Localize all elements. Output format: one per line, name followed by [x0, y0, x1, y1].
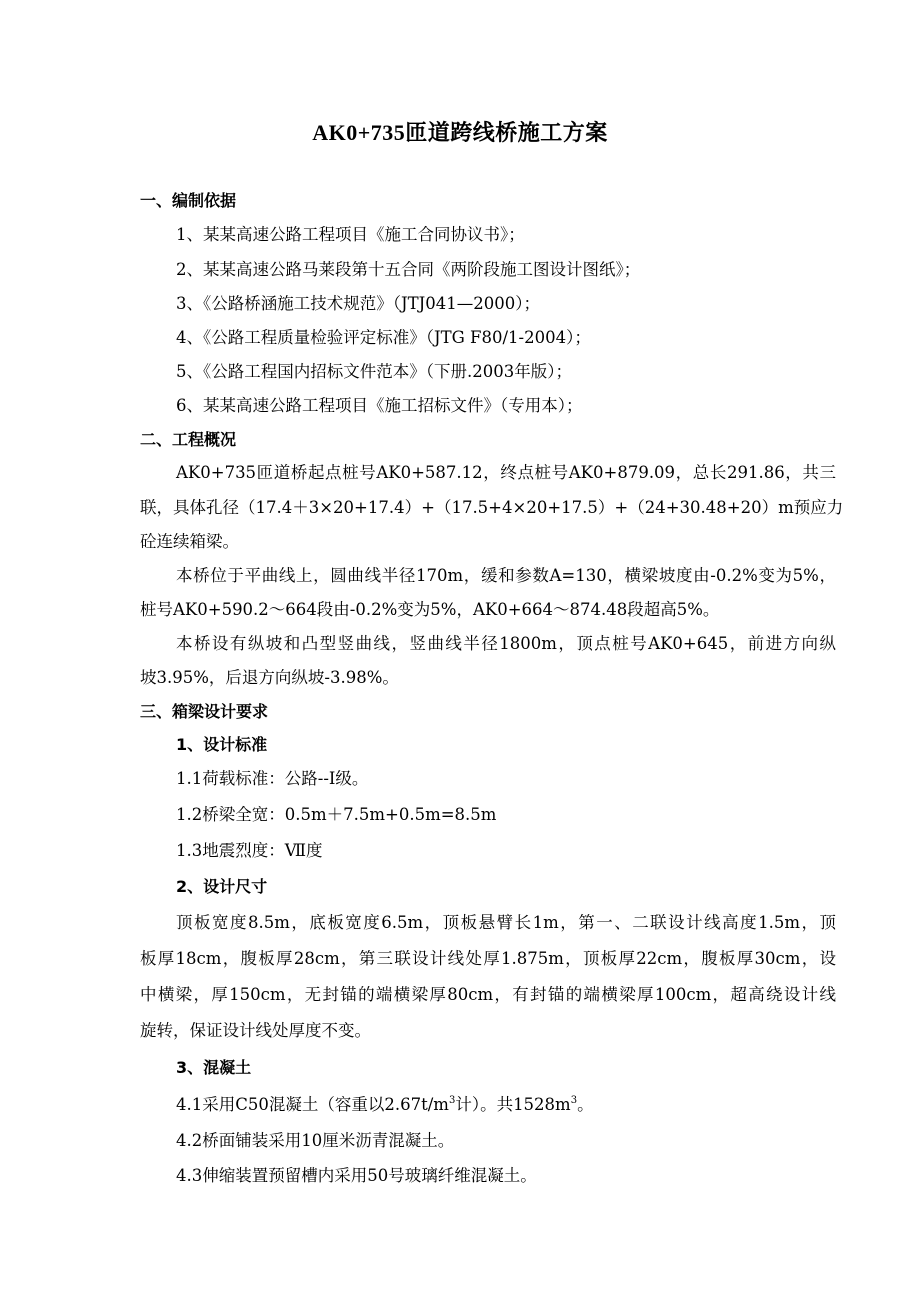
section-heading-overview: 二、工程概况 [140, 430, 237, 449]
text-segment: 计）。共1528m [455, 1095, 571, 1114]
paragraph-line: 联，具体孔径（17.4＋3×20+17.4）+（17.5+4×20+17.5）+（24+30.48+20）m预应力 [140, 498, 844, 517]
list-item: 1.1荷载标准：公路--Ⅰ级。 [176, 769, 369, 788]
subsection-heading-standard: 1、设计标准 [176, 735, 268, 754]
list-item: 4.3伸缩装置预留槽内采用50号玻璃纤维混凝土。 [176, 1166, 537, 1185]
paragraph-line: 中横梁，厚150cm，无封锚的端横梁厚80cm，有封锚的端横梁厚100cm，超高绕设计线 [140, 985, 836, 1004]
list-item: 4、《公路工程质量检验评定标准》（JTG F80/1-2004）； [176, 328, 591, 347]
subsection-heading-concrete: 3、混凝土 [176, 1058, 252, 1077]
paragraph-line: 桩号AK0+590.2～664段由-0.2%变为5%，AK0+664～874.48段超高5%。 [140, 600, 720, 619]
document-title: AK0+735匝道跨线桥施工方案 [312, 120, 608, 145]
subsection-heading-dimensions: 2、设计尺寸 [176, 877, 268, 896]
section-heading-design: 三、箱梁设计要求 [140, 702, 269, 721]
section-heading-basis: 一、编制依据 [140, 191, 237, 210]
list-item: 4.2桥面铺装采用10厘米沥青混凝土。 [176, 1131, 455, 1150]
text-segment: 4.1采用C50混凝土（容重以2.67t/m [176, 1095, 449, 1114]
paragraph-line: 本桥位于平曲线上，圆曲线半径170m，缓和参数A=130，横梁坡度由-0.2%变为5%， [176, 566, 836, 585]
list-item: 6、某某高速公路工程项目《施工招标文件》（专用本）； [176, 396, 583, 415]
list-item: 1.3地震烈度：Ⅶ度 [176, 841, 323, 860]
superscript: 3 [448, 1095, 456, 1106]
text-segment: 。 [577, 1095, 594, 1114]
paragraph-line: AK0+735匝道桥起点桩号AK0+587.12，终点桩号AK0+879.09，总长291.86，共三 [176, 463, 836, 482]
list-item-concrete-grade [176, 1094, 594, 1116]
list-item: 2、某某高速公路马莱段第十五合同《两阶段施工图设计图纸》； [176, 260, 641, 279]
list-item: 3、《公路桥涵施工技术规范》（JTJ041—2000）； [176, 294, 540, 313]
paragraph-line: 旋转，保证设计线处厚度不变。 [140, 1021, 371, 1040]
list-item: 1.2桥梁全宽：0.5m＋7.5m+0.5m=8.5m [176, 805, 497, 824]
paragraph-line: 本桥设有纵坡和凸型竖曲线，竖曲线半径1800m，顶点桩号AK0+645，前进方向纵 [176, 634, 836, 653]
paragraph-line: 砼连续箱梁。 [140, 532, 239, 551]
paragraph-line: 板厚18cm，腹板厚28cm，第三联设计线处厚1.875m，顶板厚22cm，腹板厚30cm，设 [140, 949, 836, 968]
list-item: 5、《公路工程国内招标文件范本》（下册.2003年版）； [176, 362, 572, 381]
superscript: 3 [570, 1095, 578, 1106]
list-item: 1、某某高速公路工程项目《施工合同协议书》； [176, 225, 525, 244]
paragraph-line: 坡3.95%，后退方向纵坡-3.98%。 [140, 668, 399, 687]
paragraph-line: 顶板宽度8.5m，底板宽度6.5m，顶板悬臂长1m，第一、二联设计线高度1.5m，顶 [176, 913, 836, 932]
